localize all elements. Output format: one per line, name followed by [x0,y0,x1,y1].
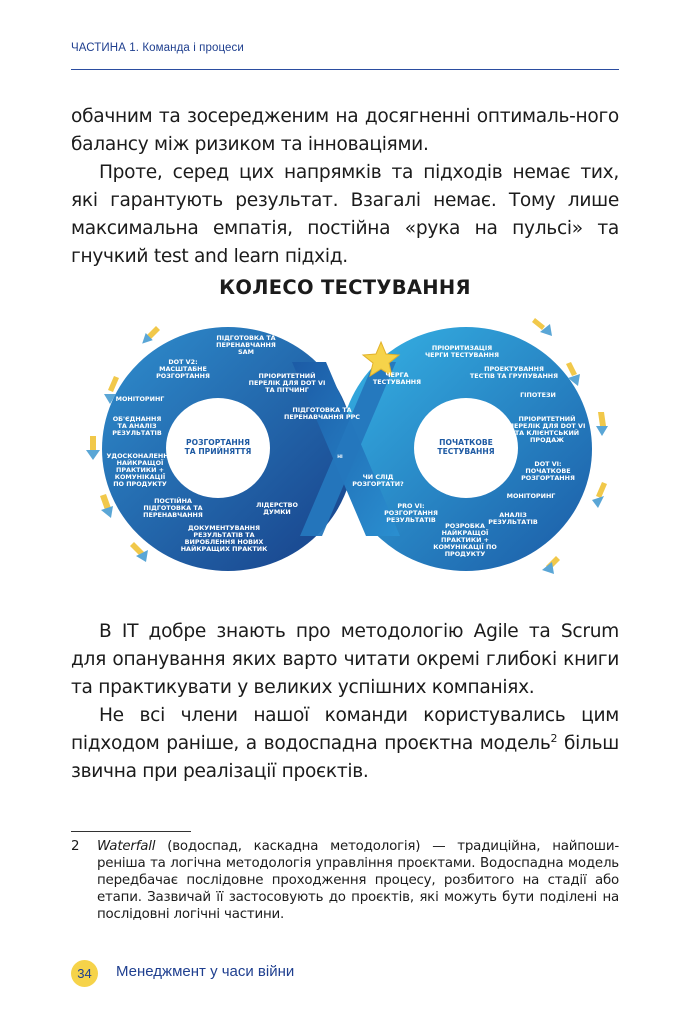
label-develop-practice: РОЗРОБКА НАЙКРАЩОЇ ПРАКТИКИ + КОМУНІКАЦІЇ ПО ПРОДУКТУ [433,522,497,558]
arrow-icon [130,542,148,562]
running-head: ЧАСТИНА 1. Команда і процеси [71,42,244,54]
label-should-deploy: ЧИ СЛІД РОЗГОРТАТИ? [352,473,404,488]
header-rule [71,69,619,70]
footnote-marker[interactable]: 2 [550,731,558,745]
body-text-bottom [71,618,619,786]
testing-wheel-diagram [0,300,690,600]
label-priority-dot6: ПРІОРИТЕТНИЙ ПЕРЕЛІК ДЛЯ DOT VI ТА ПІТЧИНГ [248,372,326,394]
center-label-left: РОЗГОРТАННЯ ТА ПРИЙНЯТТЯ [184,438,252,456]
paragraph: Не всі члени нашої команди користувались цим підходом раніше, а водоспадна проєктна модель$^2$ більш звична при реалізації проєктів. [71,705,619,782]
label-queue: ЧЕРГА ТЕСТУВАННЯ [372,371,422,386]
small-mark: НІ [337,455,343,460]
label-prep-sam: ПІДГОТОВКА ТА ПЕРЕНАВЧАННЯ SAM [216,334,276,356]
arrow-icon [542,556,560,574]
label-prioritization: ПРІОРИТИЗАЦІЯ ЧЕРГИ ТЕСТУВАННЯ [425,344,499,359]
paragraph: Проте, серед цих напрямків та підходів немає тих, які гарантують результат. Взагалі немає. Тому лише максимальна емпатія, постійна «рука на пульсі» та гнучкий test and learn підхід. [71,162,619,267]
center-label-right: ПОЧАТКОВЕ ТЕСТУВАННЯ [437,438,495,456]
footnote [71,838,619,923]
body-text-top [71,103,619,271]
figure-title: КОЛЕСО ТЕСТУВАННЯ [219,276,471,299]
paragraph: В IT добре знають про методологію Agile та Scrum для опанування яких варто читати окремі глибокі книги та практикувати у великих успішних компаніях. [71,621,619,698]
arrow-icon [86,436,100,460]
label-analysis: АНАЛІЗ РЕЗУЛЬТАТІВ [488,511,538,526]
arrow-icon [596,412,608,436]
arrow-icon [592,482,607,508]
label-dot-v2: DOT V2: МАСШТАБНЕ РОЗГОРТАННЯ [156,358,210,380]
label-priority-dot6-sales: ПРІОРИТЕТНИЙ ПЕРЕЛІК ДЛЯ DOT VI ТА КЛІЄНТСЬКИЙ ПРОДАЖ [508,415,586,444]
footnote-text: (водоспад, каскадна методологія) — традиційна, найпоши-реніша та логічна методологія управління проєктами. Водоспадна модель передбачає послідовне проходження процесу, розбитого на стадії або етапи. Зазвичай її застосовують до проєктів, які можуть бути поділені на послідовні логічні частини. [97,839,619,922]
label-leadership: ЛІДЕРСТВО ДУМКИ [256,501,298,516]
paragraph: обачним та зосередженим на досягненні оптималь-ного балансу між ризиком та інноваціями. [71,106,619,155]
arrow-icon [139,326,160,347]
book-title: Менеджмент у часи війни [116,963,295,980]
label-constant-prep: ПОСТІЙНА ПІДГОТОВКА ТА ПЕРЕНАВЧАННЯ [143,497,203,519]
label-documenting: ДОКУМЕНТУВАННЯ РЕЗУЛЬТАТІВ ТА ВИРОБЛЕННЯ НОВИХ НАЙКРАЩИХ ПРАКТИК [180,524,268,553]
label-hypotheses: ГІПОТЕЗИ [520,391,556,399]
label-merge-results: ОБ'ЄДНАННЯ ТА АНАЛІЗ РЕЗУЛЬТАТІВ [112,415,162,437]
label-prep-ppc: ПІДГОТОВКА ТА ПЕРЕНАВЧАННЯ PPC [284,406,360,421]
label-design-tests: ПРОЕКТУВАННЯ ТЕСТІВ ТА ГРУПУВАННЯ [469,365,559,380]
label-pro-v1: PRO VI: РОЗГОРТАННЯ РЕЗУЛЬТАТІВ [384,502,438,524]
footnote-term: Waterfall [97,839,156,854]
footnote-number: 2 [71,839,80,854]
arrow-icon [100,494,113,518]
label-dot-v1: DOT VI: ПОЧАТКОВЕ РОЗГОРТАННЯ [521,460,575,482]
label-improve-practice: УДОСКОНАЛЕННЯ НАЙКРАЩОЇ ПРАКТИКИ + КОМУНІКАЦІЇ ПО ПРОДУКТУ [106,452,174,488]
page-number: 34 [71,960,98,987]
arrow-icon [532,318,552,336]
footnote-rule [71,831,191,832]
label-monitoring-right: МОНІТОРИНГ [506,492,556,500]
label-monitoring-left: МОНІТОРИНГ [115,395,165,403]
